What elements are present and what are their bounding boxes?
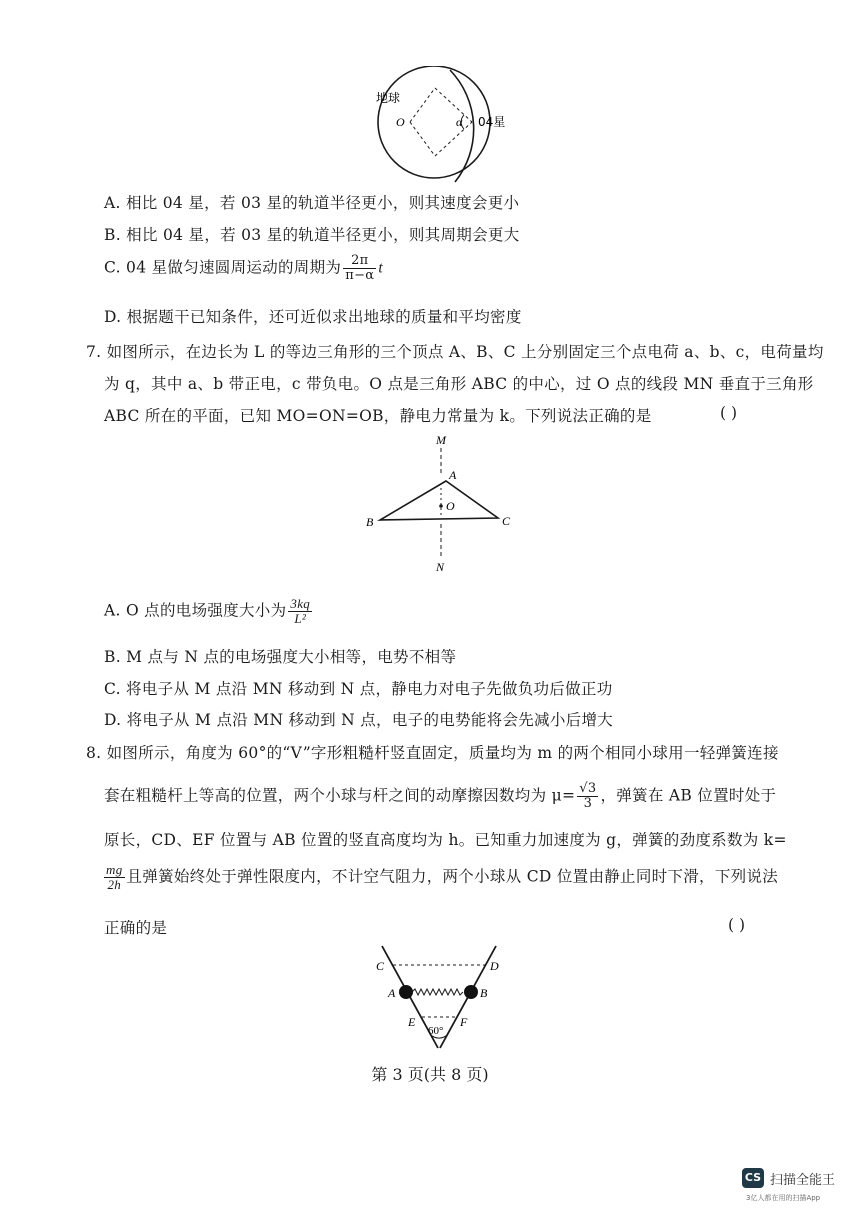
- q6-option-a: A. 相比 04 星，若 03 星的轨道半径更小，则其速度会更小: [104, 194, 520, 212]
- label-a: A: [388, 986, 396, 1000]
- triangle-charges-figure: [360, 432, 520, 577]
- label-e: E: [408, 1015, 416, 1029]
- q8-stem-line-2: [104, 782, 776, 811]
- q6-option-b: B. 相比 04 星，若 03 星的轨道半径更小，则其周期会更大: [104, 226, 520, 244]
- ball-b: [464, 985, 478, 999]
- fraction-denominator: 2h: [107, 877, 122, 892]
- page-footer: 第 3 页(共 8 页): [371, 1065, 489, 1084]
- radius-line-lower: [410, 122, 435, 156]
- label-o: O: [446, 499, 455, 513]
- q8-stem-line-2-text: 套在粗糙杆上等高的位置，两个小球与杆之间的动摩擦因数均为 μ=: [104, 786, 576, 805]
- earth-label: 地球: [376, 91, 401, 105]
- time-variable: t: [378, 259, 383, 277]
- fraction-denominator: π−α: [345, 268, 375, 283]
- q6-option-c: [104, 254, 383, 283]
- fraction-numerator: 2π: [343, 254, 376, 269]
- period-fraction: [343, 254, 376, 283]
- label-c: C: [376, 959, 385, 973]
- q8-stem-line-4: [104, 863, 778, 892]
- q7-option-b: B. M 点与 N 点的电场强度大小相等，电势不相等: [104, 648, 457, 666]
- spring: [412, 989, 463, 995]
- q7-stem-line-3: ABC 所在的平面，已知 MO=ON=OB，静电力常量为 k。下列说法正确的是: [104, 407, 652, 425]
- ball-a: [399, 985, 413, 999]
- label-b: B: [366, 515, 374, 529]
- logo-name: 扫描全能王: [770, 1173, 836, 1188]
- q7-stem-line-2: 为 q，其中 a、b 带正电，c 带负电。O 点是三角形 ABC 的中心，过 O 点的线段 MN 垂直于三角形: [104, 375, 814, 393]
- triangle-abc: [380, 481, 498, 520]
- tangent-line-lower: [435, 122, 472, 156]
- center-point: [439, 504, 443, 508]
- q6-option-c-text: C. 04 星做匀速圆周运动的周期为: [104, 258, 342, 277]
- q7-option-d: D. 将电子从 M 点沿 MN 移动到 N 点，电子的电势能将会先减小后增大: [104, 711, 614, 729]
- q8-stem-line-2-tail: ，弹簧在 AB 位置时处于: [600, 786, 777, 805]
- alpha-label: α: [456, 115, 463, 129]
- fraction-numerator: √3: [579, 781, 597, 796]
- v-rod-figure: [368, 942, 516, 1054]
- field-fraction: [288, 597, 312, 626]
- fraction-numerator: 3kq: [290, 596, 311, 611]
- q7-answer-blank: ( ): [720, 404, 738, 422]
- satellite-orbit-figure: [360, 66, 520, 184]
- satellite-label: 04星: [478, 115, 506, 129]
- fraction-denominator: 3: [583, 796, 593, 811]
- fraction-denominator: L²: [294, 611, 307, 626]
- q7-option-a: [104, 597, 314, 626]
- label-d: D: [490, 959, 499, 973]
- center-label: O: [396, 115, 405, 129]
- label-n: N: [436, 560, 445, 574]
- label-c: C: [502, 514, 511, 528]
- angle-label: 60°: [428, 1025, 444, 1037]
- label-b: B: [480, 986, 488, 1000]
- k-fraction: [104, 863, 125, 892]
- q8-stem-line-4-text: 且弹簧始终处于弹性限度内，不计空气阻力，两个小球从 CD 位置由静止同时下滑，下列说法: [126, 867, 779, 886]
- q8-stem-line-1: 8. 如图所示，角度为 60°的“V”字形粗糙杆竖直固定，质量均为 m 的两个相同小球用一轻弹簧连接: [86, 744, 779, 762]
- q7-option-c: C. 将电子从 M 点沿 MN 移动到 N 点，静电力对电子先做负功后做正功: [104, 680, 613, 698]
- q8-stem-line-3: 原长，CD、EF 位置与 AB 位置的竖直高度均为 h。已知重力加速度为 g，弹簧的劲度系数为 k=: [104, 831, 787, 849]
- fraction-numerator: mg: [106, 862, 123, 877]
- logo-tagline: 3亿人都在用的扫描App: [746, 1194, 821, 1202]
- mu-fraction: [577, 782, 598, 811]
- q7-option-a-text: A. O 点的电场强度大小为: [104, 601, 287, 620]
- label-a: A: [449, 468, 457, 482]
- q6-option-d: D. 根据题干已知条件，还可近似求出地球的质量和平均密度: [104, 308, 522, 326]
- label-m: M: [436, 433, 446, 447]
- label-f: F: [460, 1015, 468, 1029]
- q8-answer-blank: ( ): [728, 916, 746, 934]
- radius-line-upper: [410, 88, 435, 122]
- q7-stem-line-1: 7. 如图所示，在边长为 L 的等边三角形的三个顶点 A、B、C 上分别固定三个点电荷 a、b、c，电荷量均: [86, 343, 824, 361]
- q8-stem-line-5: 正确的是: [104, 919, 168, 937]
- logo-badge-icon: CS: [742, 1168, 764, 1188]
